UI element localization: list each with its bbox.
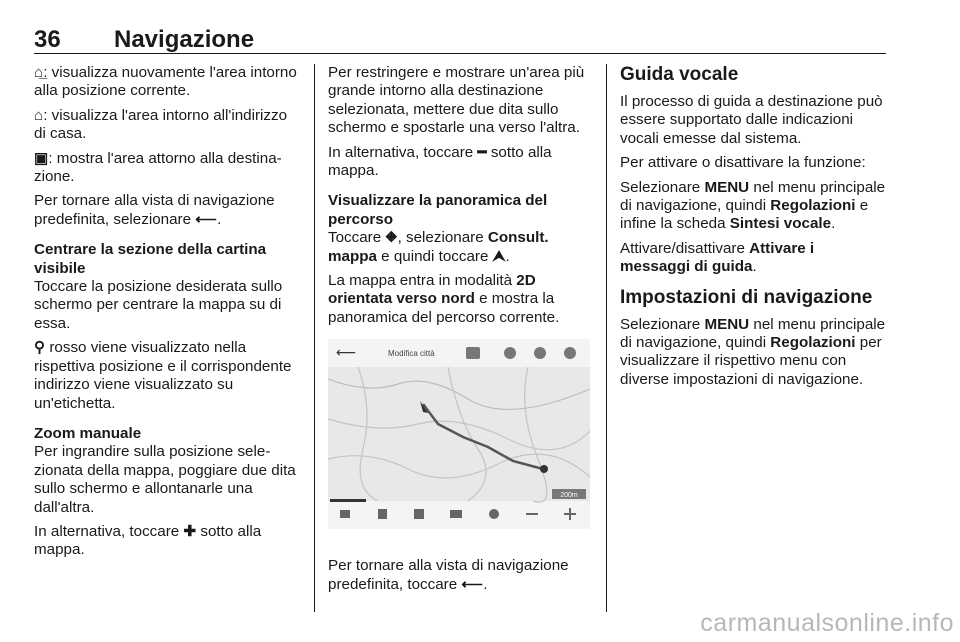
page-header (34, 26, 886, 54)
map-bottom-icon (489, 509, 499, 519)
north-icon: ⮝ (492, 247, 506, 265)
section-heading: Zoom manuale (34, 424, 142, 442)
section-heading: Impostazioni di navigazione (620, 286, 873, 308)
recenter-icon: ⌂̲ (34, 64, 44, 81)
column-divider (606, 64, 607, 612)
column-1 (34, 64, 300, 566)
paragraph: Il processo di guida a destinazione può essere supportato dalle indicazioni vocali emesse dal sistema. (620, 93, 883, 147)
paragraph: In alternativa, toccare ✚ sotto alla mappa. (34, 522, 262, 559)
column-3 (620, 64, 886, 395)
chapter-title: Navigazione (114, 26, 255, 53)
paragraph: Toccare la posizione desiderata sullo schermo per centrare la mappa su di essa. (34, 278, 283, 332)
map-scale-label: 200m (560, 492, 578, 500)
section-heading: Guida vocale (620, 64, 739, 85)
paragraph: Per tornare alla vista di navigazione predefinita, selezionare ⟵. (34, 192, 275, 228)
map-toolbar-icon (504, 347, 516, 359)
paragraph: In alternativa, toccare ━ sotto alla mappa. (328, 143, 552, 180)
paragraph: La mappa entra in modalità 2D orientata verso nord e mostra la panoramica del percorso corrente. (328, 272, 560, 326)
back-arrow-icon: ⟵ (195, 210, 218, 228)
paragraph: ⚲ rosso viene visualizzato nella rispettiva posizione e il corrispondente indirizzo viene visualizzato su un'etichetta. (34, 339, 292, 412)
paragraph: Per restringere e mostrare un'area più grande intorno alla destinazione selezionata, mettere due dita sullo schermo e spostarle una verso l'altra. (328, 64, 585, 137)
map-title: Modifica città (388, 349, 435, 359)
plus-icon: ✚ (183, 522, 197, 540)
pin-icon: ⚲ (34, 339, 46, 357)
map-screenshot (328, 339, 590, 529)
destination-icon: ▣ (34, 149, 49, 167)
map-bottom-icon (340, 510, 350, 518)
section-heading: Visualizzare la panoramica del percorso (328, 192, 548, 228)
paragraph: Per ingrandire sulla posizione selezionata della mappa, poggiare due dita sullo schermo e allontanarle una dall'altra. (34, 443, 296, 516)
column-divider (314, 64, 315, 612)
map-back-icon: ⟵ (336, 345, 357, 362)
paragraph: Per attivare o disattivare la funzione: (620, 154, 866, 172)
map-toolbar-icon (564, 347, 576, 359)
section-heading: Centrare la sezione della cartina visibile (34, 241, 267, 277)
paragraph: ⌂: visualizza l'area intorno all'indirizzo di casa. (34, 106, 288, 143)
paragraph: Selezionare MENU nel menu principale di navigazione, quindi Regolazioni per visualizzare il rispettivo menu con diverse impostazioni di navigazione. (620, 315, 886, 388)
minus-icon: ━ (477, 143, 487, 161)
route-icon: ⛖ (385, 229, 398, 247)
paragraph: Toccare ⛖, selezionare Consult. mappa e quindi toccare ⮝. (328, 229, 549, 265)
watermark-url: carmanualsonline.info (700, 609, 954, 637)
paragraph: Attivare/disattivare Attivare i messaggi di guida. (620, 239, 815, 276)
map-bottom-icon (569, 508, 571, 520)
page-number: 36 (34, 26, 61, 53)
map-toolbar-icon (466, 347, 480, 359)
paragraph: ▣: mostra l'area attorno alla destinazione. (34, 149, 282, 186)
map-bottom-icon (526, 513, 538, 515)
back-arrow-icon: ⟵ (461, 575, 484, 593)
map-bottom-icon (378, 509, 387, 519)
column-2 (328, 64, 594, 600)
paragraph: ⌂̲: visualizza nuovamente l'area intorno alla posizione corrente. (34, 64, 297, 100)
map-toolbar-icon (534, 347, 546, 359)
map-illustration (328, 339, 590, 529)
paragraph: Selezionare MENU nel menu principale di navigazione, quindi Regolazioni e infine la scheda Sintesi vocale. (620, 178, 886, 233)
paragraph: Per tornare alla vista di navigazione predefinita, toccare ⟵. (328, 557, 569, 593)
map-bottom-icon (450, 510, 462, 518)
map-bottom-icon (414, 509, 424, 519)
home-icon: ⌂ (34, 106, 44, 124)
header-rule (34, 53, 886, 54)
